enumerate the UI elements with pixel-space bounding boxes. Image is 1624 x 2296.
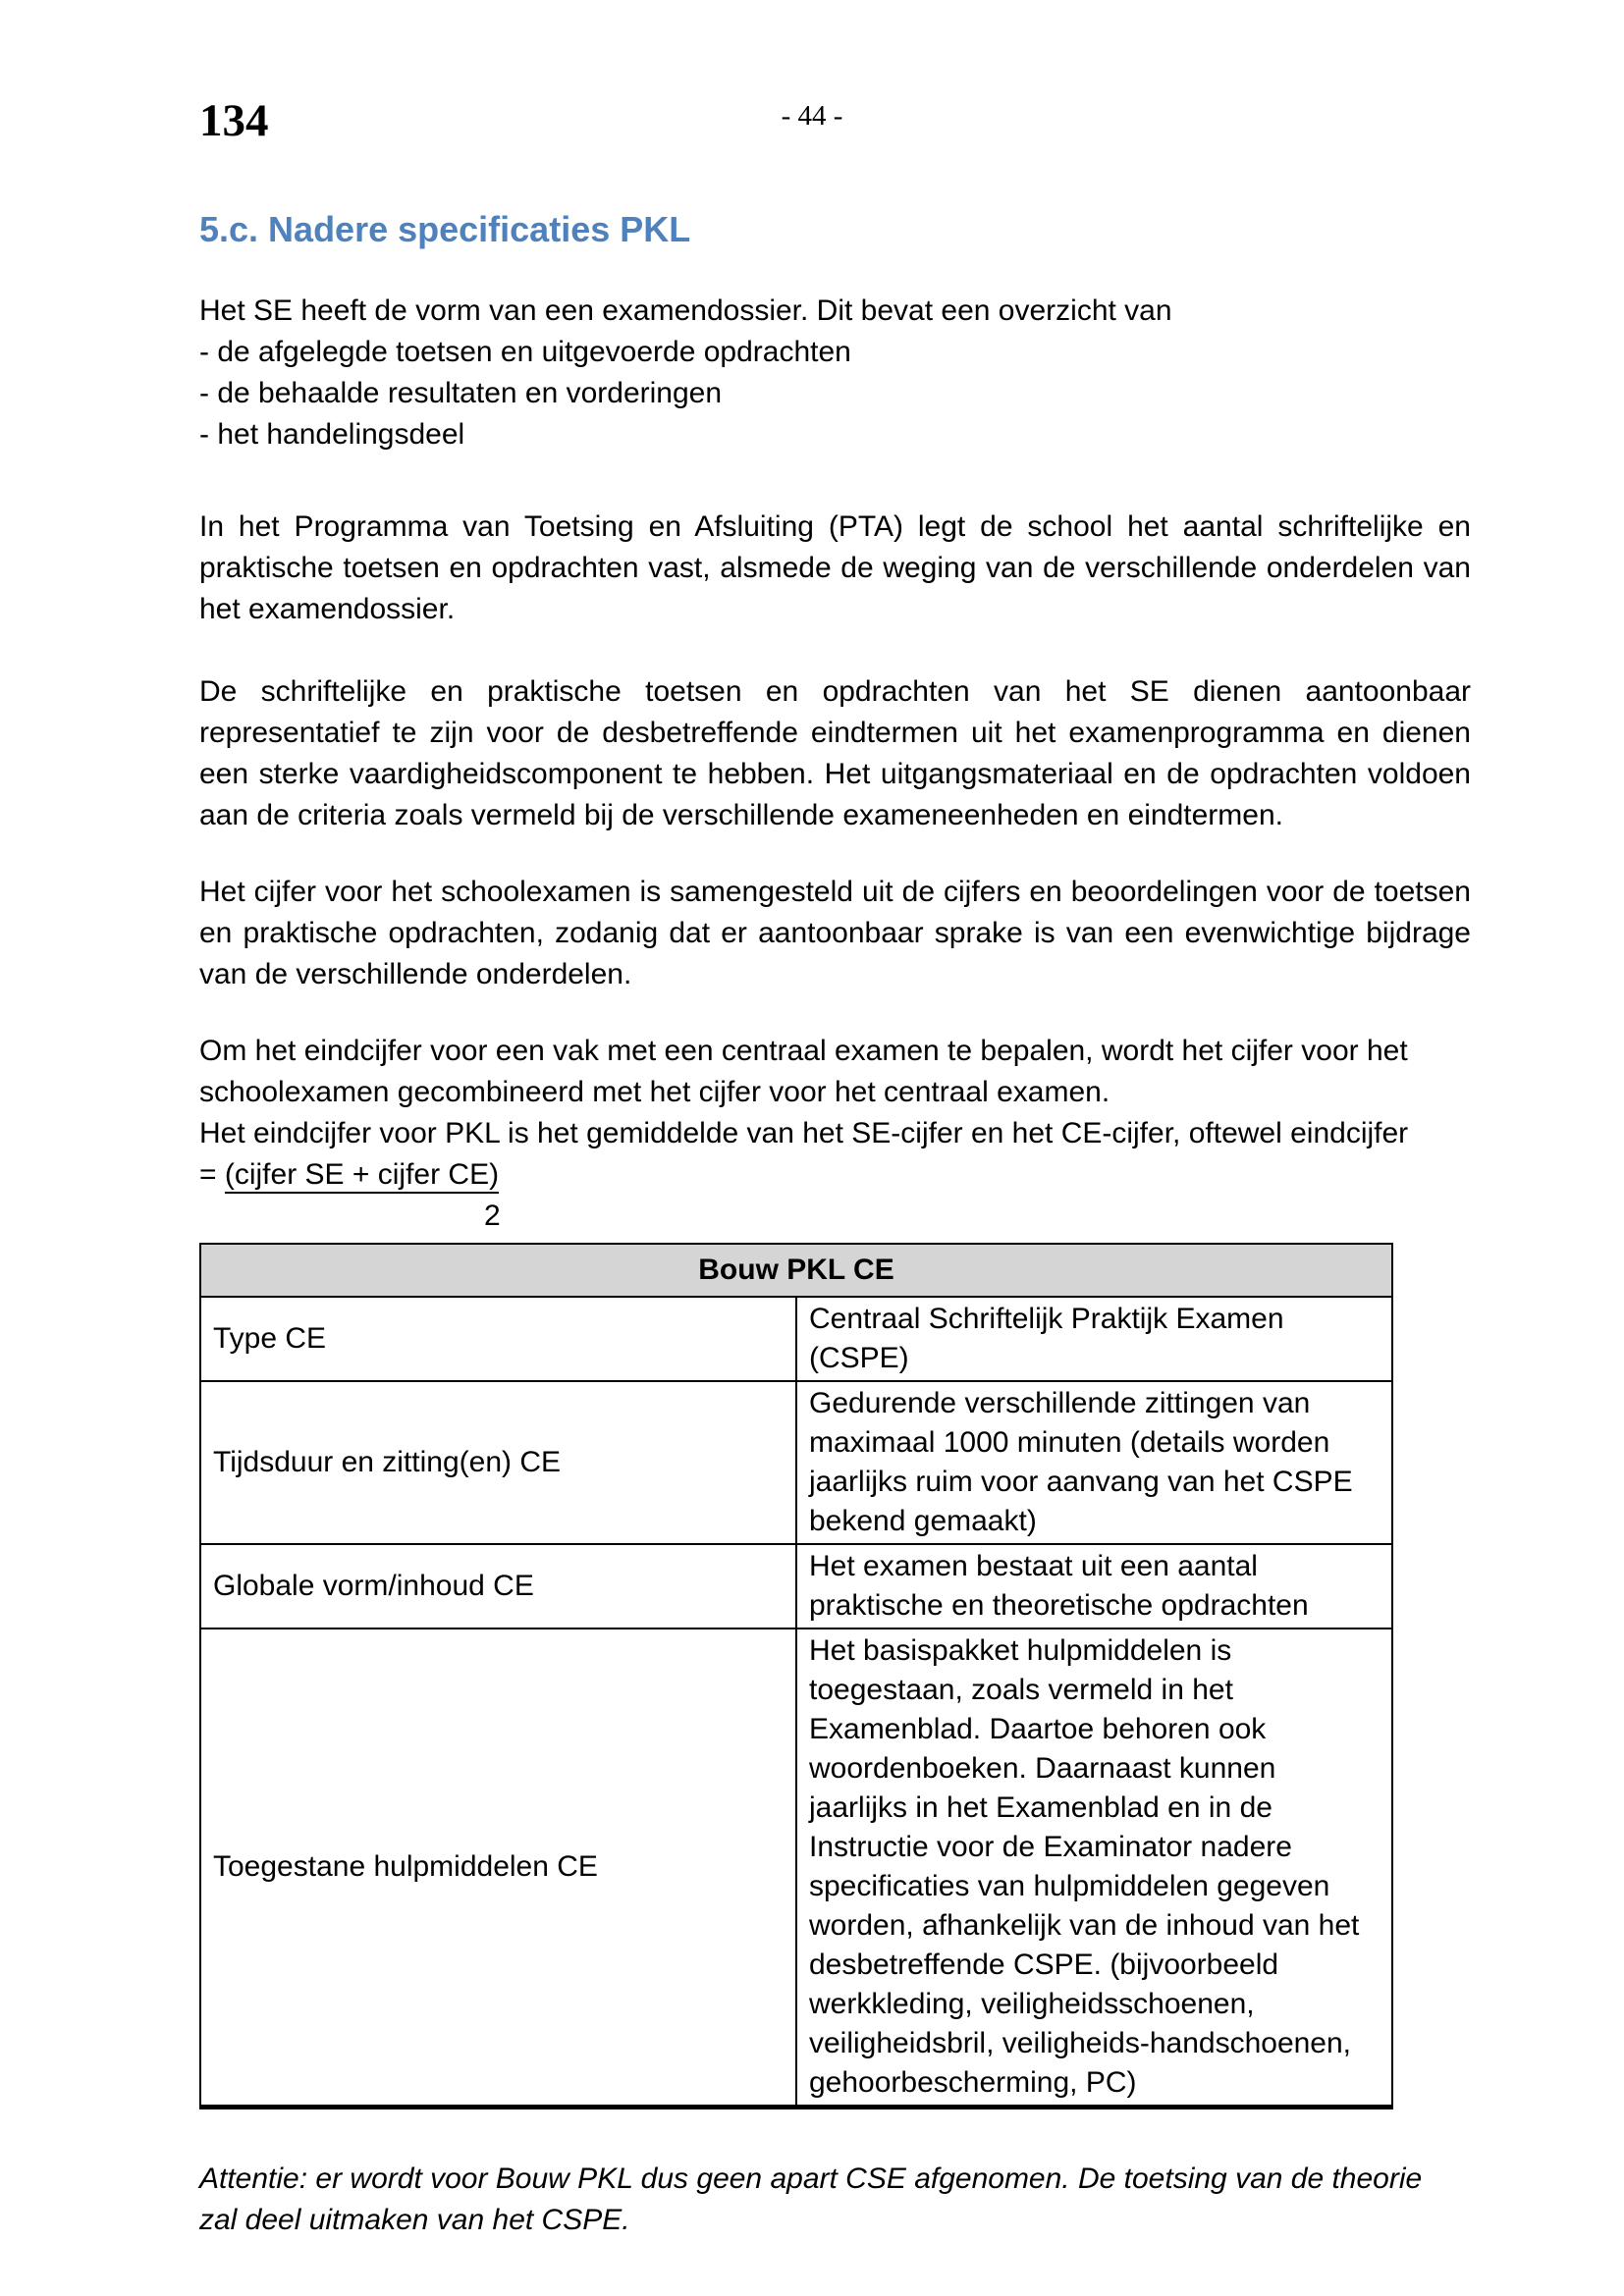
row-label: Globale vorm/inhoud CE: [200, 1544, 796, 1629]
paragraph-se-eisen: De schriftelijke en praktische toetsen en opdrachten van het SE dienen aantoonbaar representatief te zijn voor de desbetreffende eindtermen uit het examenprogramma en dienen een sterke vaardigheidscomponent te hebben. Het uitgangsmateriaal en de opdrachten voldoen aan de criteria zoals vermeld bij de verschillende exameneenheden en eindtermen.: [199, 675, 1471, 831]
table-title-row: [200, 1244, 1392, 1297]
bullet-line-3: - het handelingsdeel: [199, 418, 465, 451]
exam-spec-table: [199, 1243, 1393, 2109]
formula-numerator: (cijfer SE + cijfer CE): [225, 1158, 499, 1194]
table-row: [200, 1544, 1392, 1629]
page-header: [199, 0, 1471, 167]
formula-line: [199, 1158, 499, 1194]
row-value: Het basispakket hulpmiddelen is toegestaan, zoals vermeld in het Examenblad. Daartoe behoren ook woordenboeken. Daarnaast kunnen jaarlijks in het Examenblad en in de Instructie voor de Examinator nadere specificaties van hulpmiddelen gegeven worden, afhankelijk van de inhoud van het desbetreffende CSPE. (bijvoorbeeld werkkleding, veiligheidsschoenen, veiligheidsbril, veiligheids-handschoenen, gehoorbescherming, PC): [796, 1629, 1392, 2108]
bullet-line-1: - de afgelegde toetsen en uitgevoerde opdrachten: [199, 336, 851, 368]
eindcijfer-line-1: Om het eindcijfer voor een vak met een centraal examen te bepalen, wordt het cijfer voor het schoolexamen gecombineerd met het cijfer voor het centraal examen.: [199, 1035, 1408, 1108]
page-number-center: - 44 -: [781, 100, 843, 132]
formula-equals: =: [199, 1158, 225, 1191]
table-row: [200, 1629, 1392, 2108]
formula-denominator: 2: [484, 1200, 501, 1232]
row-value: Gedurende verschillende zittingen van maximaal 1000 minuten (details worden jaarlijks ruim voor aanvang van het CSPE bekend gemaakt): [796, 1381, 1392, 1544]
row-value: Het examen bestaat uit een aantal praktische en theoretische opdrachten: [796, 1544, 1392, 1629]
row-value: Centraal Schriftelijk Praktijk Examen (CSPE): [796, 1297, 1392, 1381]
row-label: Tijdsduur en zitting(en) CE: [200, 1381, 796, 1544]
bullet-line-2: - de behaalde resultaten en vorderingen: [199, 377, 723, 409]
paragraph-pta: In het Programma van Toetsing en Afsluiting (PTA) legt de school het aantal schriftelijke en praktische toetsen en opdrachten vast, alsmede de weging van de verschillende onderdelen van het examendossier.: [199, 510, 1471, 625]
paragraph-cijfer: Het cijfer voor het schoolexamen is samengesteld uit de cijfers en beoordelingen voor de toetsen en praktische opdrachten, zodanig dat er aantoonbaar sprake is van een evenwichtige bijdrage van de verschillende onderdelen.: [199, 876, 1471, 990]
attention-note: [199, 2159, 1471, 2241]
table-row: [200, 1381, 1392, 1544]
row-label: Toegestane hulpmiddelen CE: [200, 1629, 796, 2108]
paragraph-intro: [199, 291, 1471, 455]
note-line-2: zal deel uitmaken van het CSPE.: [199, 2204, 630, 2236]
page-folio: 134: [199, 95, 269, 146]
page-content: [199, 0, 1471, 2241]
note-line-1: Attentie: er wordt voor Bouw PKL dus geen apart CSE afgenomen. De toetsing van de theorie: [199, 2163, 1423, 2195]
eindcijfer-line-2: Het eindcijfer voor PKL is het gemiddelde van het SE-cijfer en het CE-cijfer, oftewel eindcijfer: [199, 1117, 1409, 1149]
intro-line: Het SE heeft de vorm van een examendossier. Dit bevat een overzicht van: [199, 294, 1172, 327]
paragraph-eindcijfer: [199, 1031, 1471, 1196]
section-heading: 5.c. Nadere specificaties PKL: [199, 209, 691, 249]
row-label: Type CE: [200, 1297, 796, 1381]
table-title: Bouw PKL CE: [200, 1244, 1392, 1297]
table-row: [200, 1297, 1392, 1381]
